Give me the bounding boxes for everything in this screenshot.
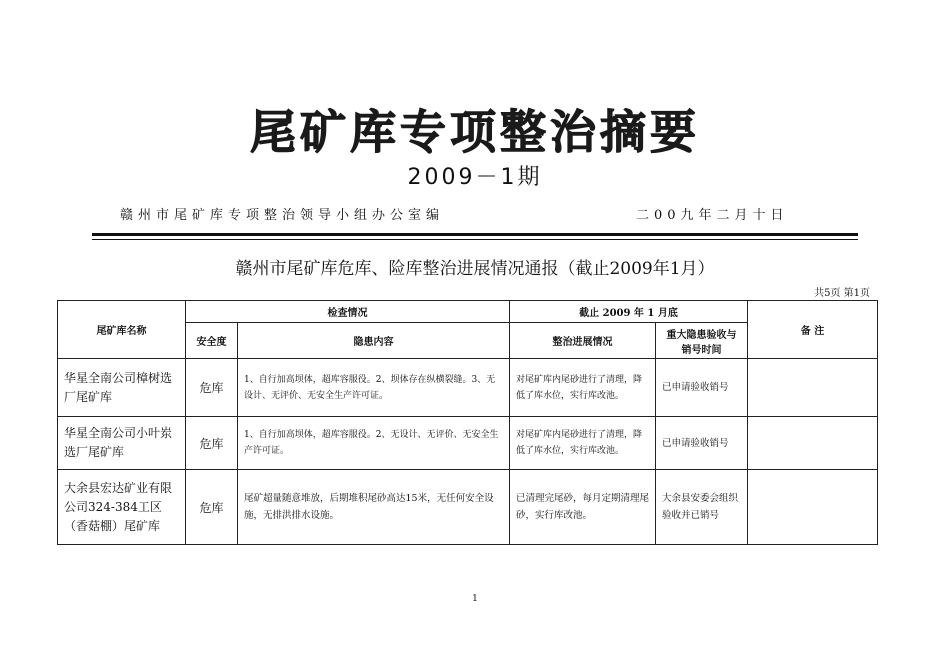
row-remarks [748, 470, 878, 545]
row-progress: 已清理完尾砂，每月定期清理尾砂，实行库改池。 [510, 470, 656, 545]
row-acceptance: 已申请验收销号 [656, 359, 748, 417]
col-header-hazards: 隐患内容 [238, 323, 510, 359]
issuer-line: 赣州市尾矿库专项整治领导小组办公室编 [120, 208, 445, 223]
row-hazards: 1、自行加高坝体，超库容服役。2、无设计、无评价、无安全生产许可证。 [238, 417, 510, 470]
row-progress: 对尾矿库内尾砂进行了清理，降低了库水位，实行库改池。 [510, 359, 656, 417]
row-name: 华星全南公司小叶岽选厂尾矿库 [58, 417, 186, 470]
table-row [58, 470, 878, 545]
page-info: 共5页 第1页 [814, 288, 870, 299]
table-row [58, 359, 878, 417]
col-header-name: 尾矿库名称 [58, 301, 186, 359]
col-header-safety: 安全度 [186, 323, 238, 359]
publish-date: 二00九年二月十日 [636, 208, 789, 223]
table-row [58, 417, 878, 470]
row-acceptance: 已申请验收销号 [656, 417, 748, 470]
header-row-1 [58, 301, 878, 323]
row-remarks [748, 359, 878, 417]
report-table [57, 300, 878, 545]
col-header-inspection: 检查情况 [186, 301, 510, 323]
page-number: 1 [472, 594, 478, 604]
report-subtitle: 赣州市尾矿库危库、险库整治进展情况通报（截止2009年1月） [235, 259, 715, 279]
row-progress: 对尾矿库内尾砂进行了清理，降低了库水位，实行库改池。 [510, 417, 656, 470]
issue-number: 2009－1期 [407, 165, 543, 190]
row-remarks [748, 417, 878, 470]
col-header-remarks: 备 注 [748, 301, 878, 359]
row-hazards: 尾矿超量随意堆放，后期堆积尾砂高达15米，无任何安全设施，无排洪排水设施。 [238, 470, 510, 545]
col-header-progress: 整治进展情况 [510, 323, 656, 359]
row-name: 大余县宏达矿业有限公司324-384工区（香菇棚）尾矿库 [58, 470, 186, 545]
col-header-progress-group: 截止 2009 年 1 月底 [510, 301, 748, 323]
row-safety: 危库 [186, 470, 238, 545]
row-hazards: 1、自行加高坝体，超库容服役。2、坝体存在纵横裂缝。3、无设计、无评价、无安全生产许可证。 [238, 359, 510, 417]
col-header-acceptance: 重大隐患验收与销号时间 [656, 323, 748, 359]
header-divider-thin [92, 239, 858, 240]
row-safety: 危库 [186, 359, 238, 417]
row-acceptance: 大余县安委会组织验收并已销号 [656, 470, 748, 545]
header-divider-thick [92, 233, 858, 236]
row-safety: 危库 [186, 417, 238, 470]
row-name: 华星全南公司樟树选厂尾矿库 [58, 359, 186, 417]
document-title: 尾矿库专项整治摘要 [250, 105, 700, 159]
